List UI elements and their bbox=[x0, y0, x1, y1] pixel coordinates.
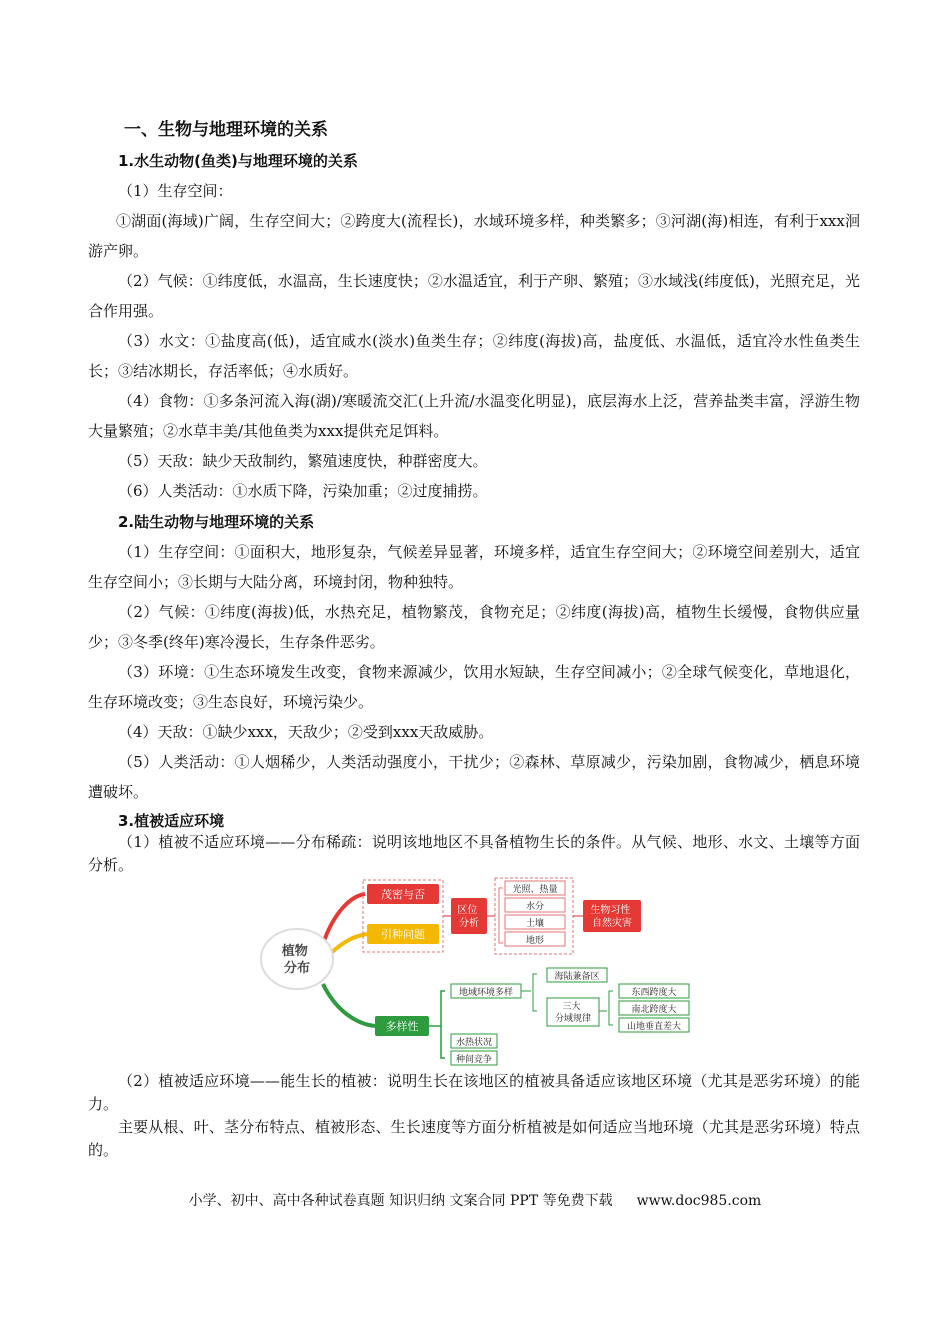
mindmap-hydrothermal-text: 水热状况 bbox=[455, 1038, 493, 1048]
mindmap-factor-text: 土壤 bbox=[525, 919, 545, 929]
paragraph: （4）天敌：①缺少xxx，天敌少；②受到xxx天敌威胁。 bbox=[118, 723, 494, 741]
paragraph: （2）气候：①纬度低，水温高，生长速度快；②水温适宜，利于产卵、繁殖；③水域浅(纬度低)，光照充足，光合作用强。 bbox=[88, 272, 860, 320]
section-heading-vegetation: 3.植被适应环境 bbox=[118, 812, 225, 830]
paragraph: （4）食物：①多条河流入海(湖)/寒暖流交汇(上升流/水温变化明显)，底层海水上泛，营养盐类丰富，浮游生物大量繁殖；②水草丰美/其他鱼类为xxx提供充足饵料。 bbox=[88, 392, 860, 440]
paragraph: ①湖面(海域)广阔，生存空间大；②跨度大(流程长)，水域环境多样，种类繁多；③河湖(海)相连，有利于xxx洄游产卵。 bbox=[88, 212, 860, 260]
mindmap-branch-lush-text: 茂密与否 bbox=[381, 888, 425, 901]
paragraph: （5）人类活动：①人烟稀少，人类活动强度小，干扰少；②森林、草原减少，污染加剧，食物减少，栖息环境遭破坏。 bbox=[88, 753, 860, 801]
mindmap-factor-text: 光照、热量 bbox=[512, 885, 558, 895]
mindmap-sea-land-text: 海陆兼备区 bbox=[554, 972, 600, 982]
page-title: 一、生物与地理环境的关系 bbox=[124, 120, 328, 140]
mindmap-root-text: 植物 分布 bbox=[281, 944, 311, 976]
paragraph: （3）环境：①生态环境发生改变，食物来源减少，饮用水短缺，生存空间减小；②全球气候变化，草地退化，生存环境改变；③生态良好，环境污染少。 bbox=[88, 663, 860, 711]
paragraph: 主要从根、叶、茎分布特点、植被形态、生长速度等方面分析植被是如何适应当地环境（尤其是恶劣环境）特点的。 bbox=[88, 1118, 860, 1159]
footer-url[interactable]: www.doc985.com bbox=[636, 1193, 762, 1209]
mindmap-branch-diversity-text: 多样性 bbox=[385, 1020, 419, 1033]
section-heading-aquatic: 1.水生动物(鱼类)与地理环境的关系 bbox=[118, 152, 358, 170]
paragraph: （2）植被适应环境——能生长的植被：说明生长在该地区的植被具备适应该地区环境（尤其是恶劣环境）的能力。 bbox=[88, 1072, 860, 1113]
paragraph: （1）生存空间：①面积大，地形复杂，气候差异显著，环境多样，适宜生存空间大；②环境空间差别大，适宜生存空间小；③长期与大陆分离，环境封闭，物种独特。 bbox=[88, 543, 860, 591]
mindmap-location-analysis-text: 区位 分析 bbox=[457, 905, 479, 929]
mindmap-zonal-item-text: 东西跨度大 bbox=[631, 988, 677, 998]
mindmap-zonal-rules-text: 三大 分域规律 bbox=[554, 1002, 592, 1024]
vegetation-mindmap bbox=[255, 874, 695, 1070]
mindmap-zonal-item-text: 山地垂直差大 bbox=[626, 1022, 682, 1032]
paragraph: （3）水文：①盐度高(低)，适宜咸水(淡水)鱼类生存；②纬度(海拔)高，盐度低、水温低，适宜冷水性鱼类生长；③结冰期长，存活率低；④水质好。 bbox=[88, 332, 860, 380]
page-footer bbox=[0, 1190, 950, 1210]
section-heading-terrestrial: 2.陆生动物与地理环境的关系 bbox=[118, 513, 315, 531]
mindmap-zonal-item-text: 南北跨度大 bbox=[631, 1005, 677, 1015]
paragraph: （2）气候：①纬度(海拔)低，水热充足，植物繁茂，食物充足；②纬度(海拔)高，植物生长缓慢，食物供应量少；③冬季(终年)寒冷漫长，生存条件恶劣。 bbox=[88, 603, 860, 651]
paragraph: （1）生存空间： bbox=[118, 182, 233, 200]
mindmap-result-text: 生物习性 自然灾害 bbox=[590, 905, 632, 929]
mindmap-competition-text: 种间竞争 bbox=[455, 1055, 493, 1065]
mindmap-env-diversity-text: 地域环境多样 bbox=[458, 988, 514, 998]
mindmap-factor-text: 水分 bbox=[525, 902, 545, 912]
mindmap-factor-text: 地形 bbox=[525, 936, 545, 946]
paragraph: （6）人类活动：①水质下降，污染加重；②过度捕捞。 bbox=[118, 482, 488, 500]
footer-text: 小学、初中、高中各种试卷真题 知识归纳 文案合同 PPT 等免费下载 bbox=[188, 1193, 613, 1209]
mindmap-root bbox=[261, 929, 333, 989]
paragraph: （5）天敌：缺少天敌制约，繁殖速度快，种群密度大。 bbox=[118, 452, 488, 470]
mindmap-branch-introduction-text: 引种问题 bbox=[381, 928, 425, 941]
paragraph: （1）植被不适应环境——分布稀疏：说明该地地区不具备植物生长的条件。从气候、地形、水文、土壤等方面分析。 bbox=[88, 833, 860, 874]
